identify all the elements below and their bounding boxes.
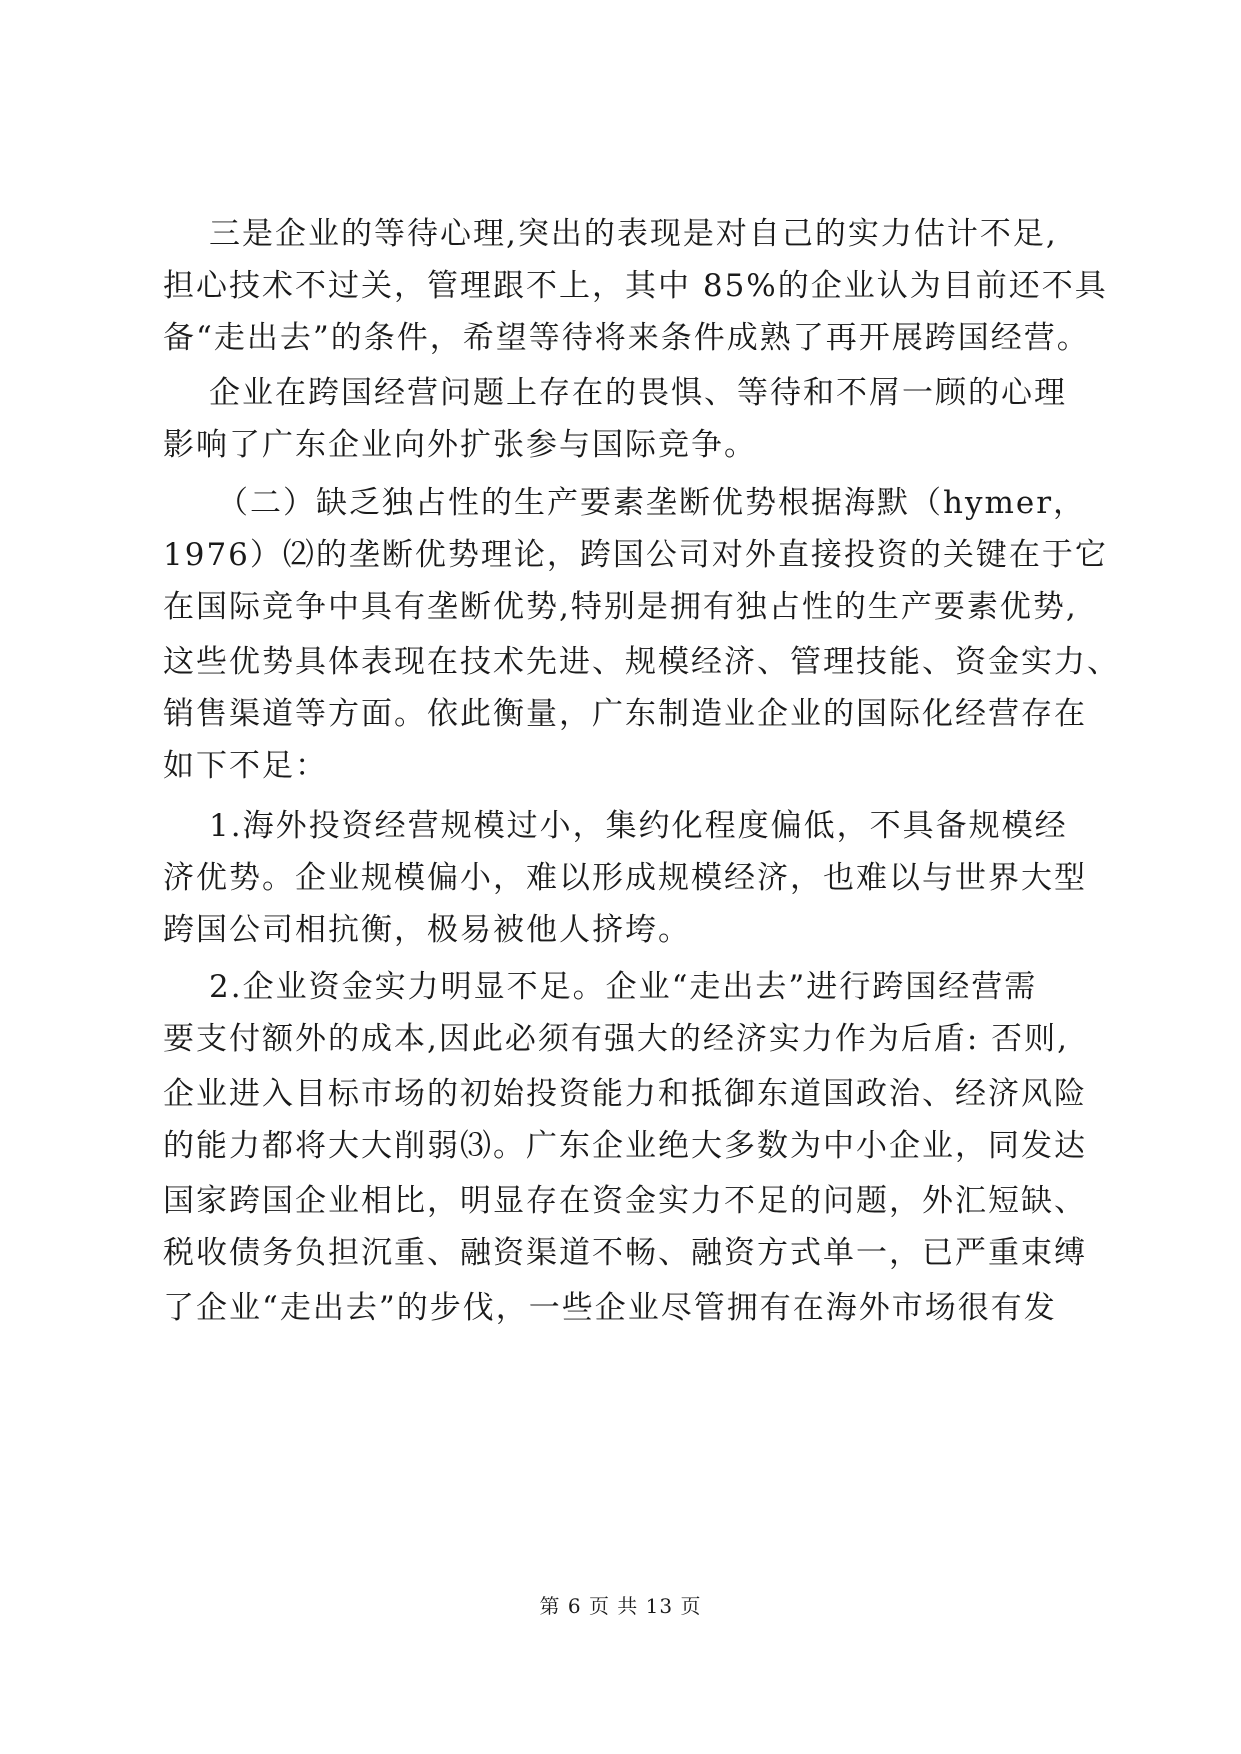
text-line: 企业进入目标市场的初始投资能力和抵御东道国政治、经济风险 (163, 1076, 1087, 1112)
page-number-footer: 第 6 页 共 13 页 (539, 1594, 702, 1618)
text-line: 如下不足： (163, 748, 328, 784)
text-line: 备“走出去”的条件，希望等待将来条件成熟了再开展跨国经营。 (163, 320, 1090, 356)
list-item: 1.海外投资经营规模过小，集约化程度偏低，不具备规模经 (209, 808, 1068, 844)
text-line: 担心技术不过关，管理跟不上，其中 85%的企业认为目前还不具 (163, 268, 1108, 304)
text-line: 在国际竞争中具有垄断优势,特别是拥有独占性的生产要素优势, (163, 589, 1078, 625)
text-line: 影响了广东企业向外扩张参与国际竞争。 (163, 427, 757, 463)
text-line: 三是企业的等待心理,突出的表现是对自己的实力估计不足, (209, 216, 1058, 252)
text-line: 的能力都将大大削弱⑶。广东企业绝大多数为中小企业，同发达 (163, 1128, 1087, 1164)
text-line: 了企业“走出去”的步伐，一些企业尽管拥有在海外市场很有发 (163, 1290, 1057, 1326)
text-line: 要支付额外的成本,因此必须有强大的经济实力作为后盾: 否则, (163, 1021, 1070, 1057)
text-line: 这些优势具体表现在技术先进、规模经济、管理技能、资金实力、 (163, 644, 1120, 680)
text-line: 跨国公司相抗衡，极易被他人挤垮。 (163, 912, 691, 948)
text-line: 济优势。企业规模偏小，难以形成规模经济，也难以与世界大型 (163, 860, 1087, 896)
list-item: 2.企业资金实力明显不足。企业“走出去”进行跨国经营需 (209, 969, 1038, 1005)
text-line: 国家跨国企业相比，明显存在资金实力不足的问题，外汇短缺、 (163, 1183, 1087, 1219)
section-heading: （二）缺乏独占性的生产要素垄断优势根据海默（hymer， (217, 485, 1087, 521)
text-line: 企业在跨国经营问题上存在的畏惧、等待和不屑一顾的心理 (209, 375, 1067, 411)
text-line: 税收债务负担沉重、融资渠道不畅、融资方式单一，已严重束缚 (163, 1235, 1087, 1271)
text-line: 1976）⑵的垄断优势理论，跨国公司对外直接投资的关键在于它 (163, 537, 1108, 573)
text-line: 销售渠道等方面。依此衡量，广东制造业企业的国际化经营存在 (163, 696, 1087, 732)
